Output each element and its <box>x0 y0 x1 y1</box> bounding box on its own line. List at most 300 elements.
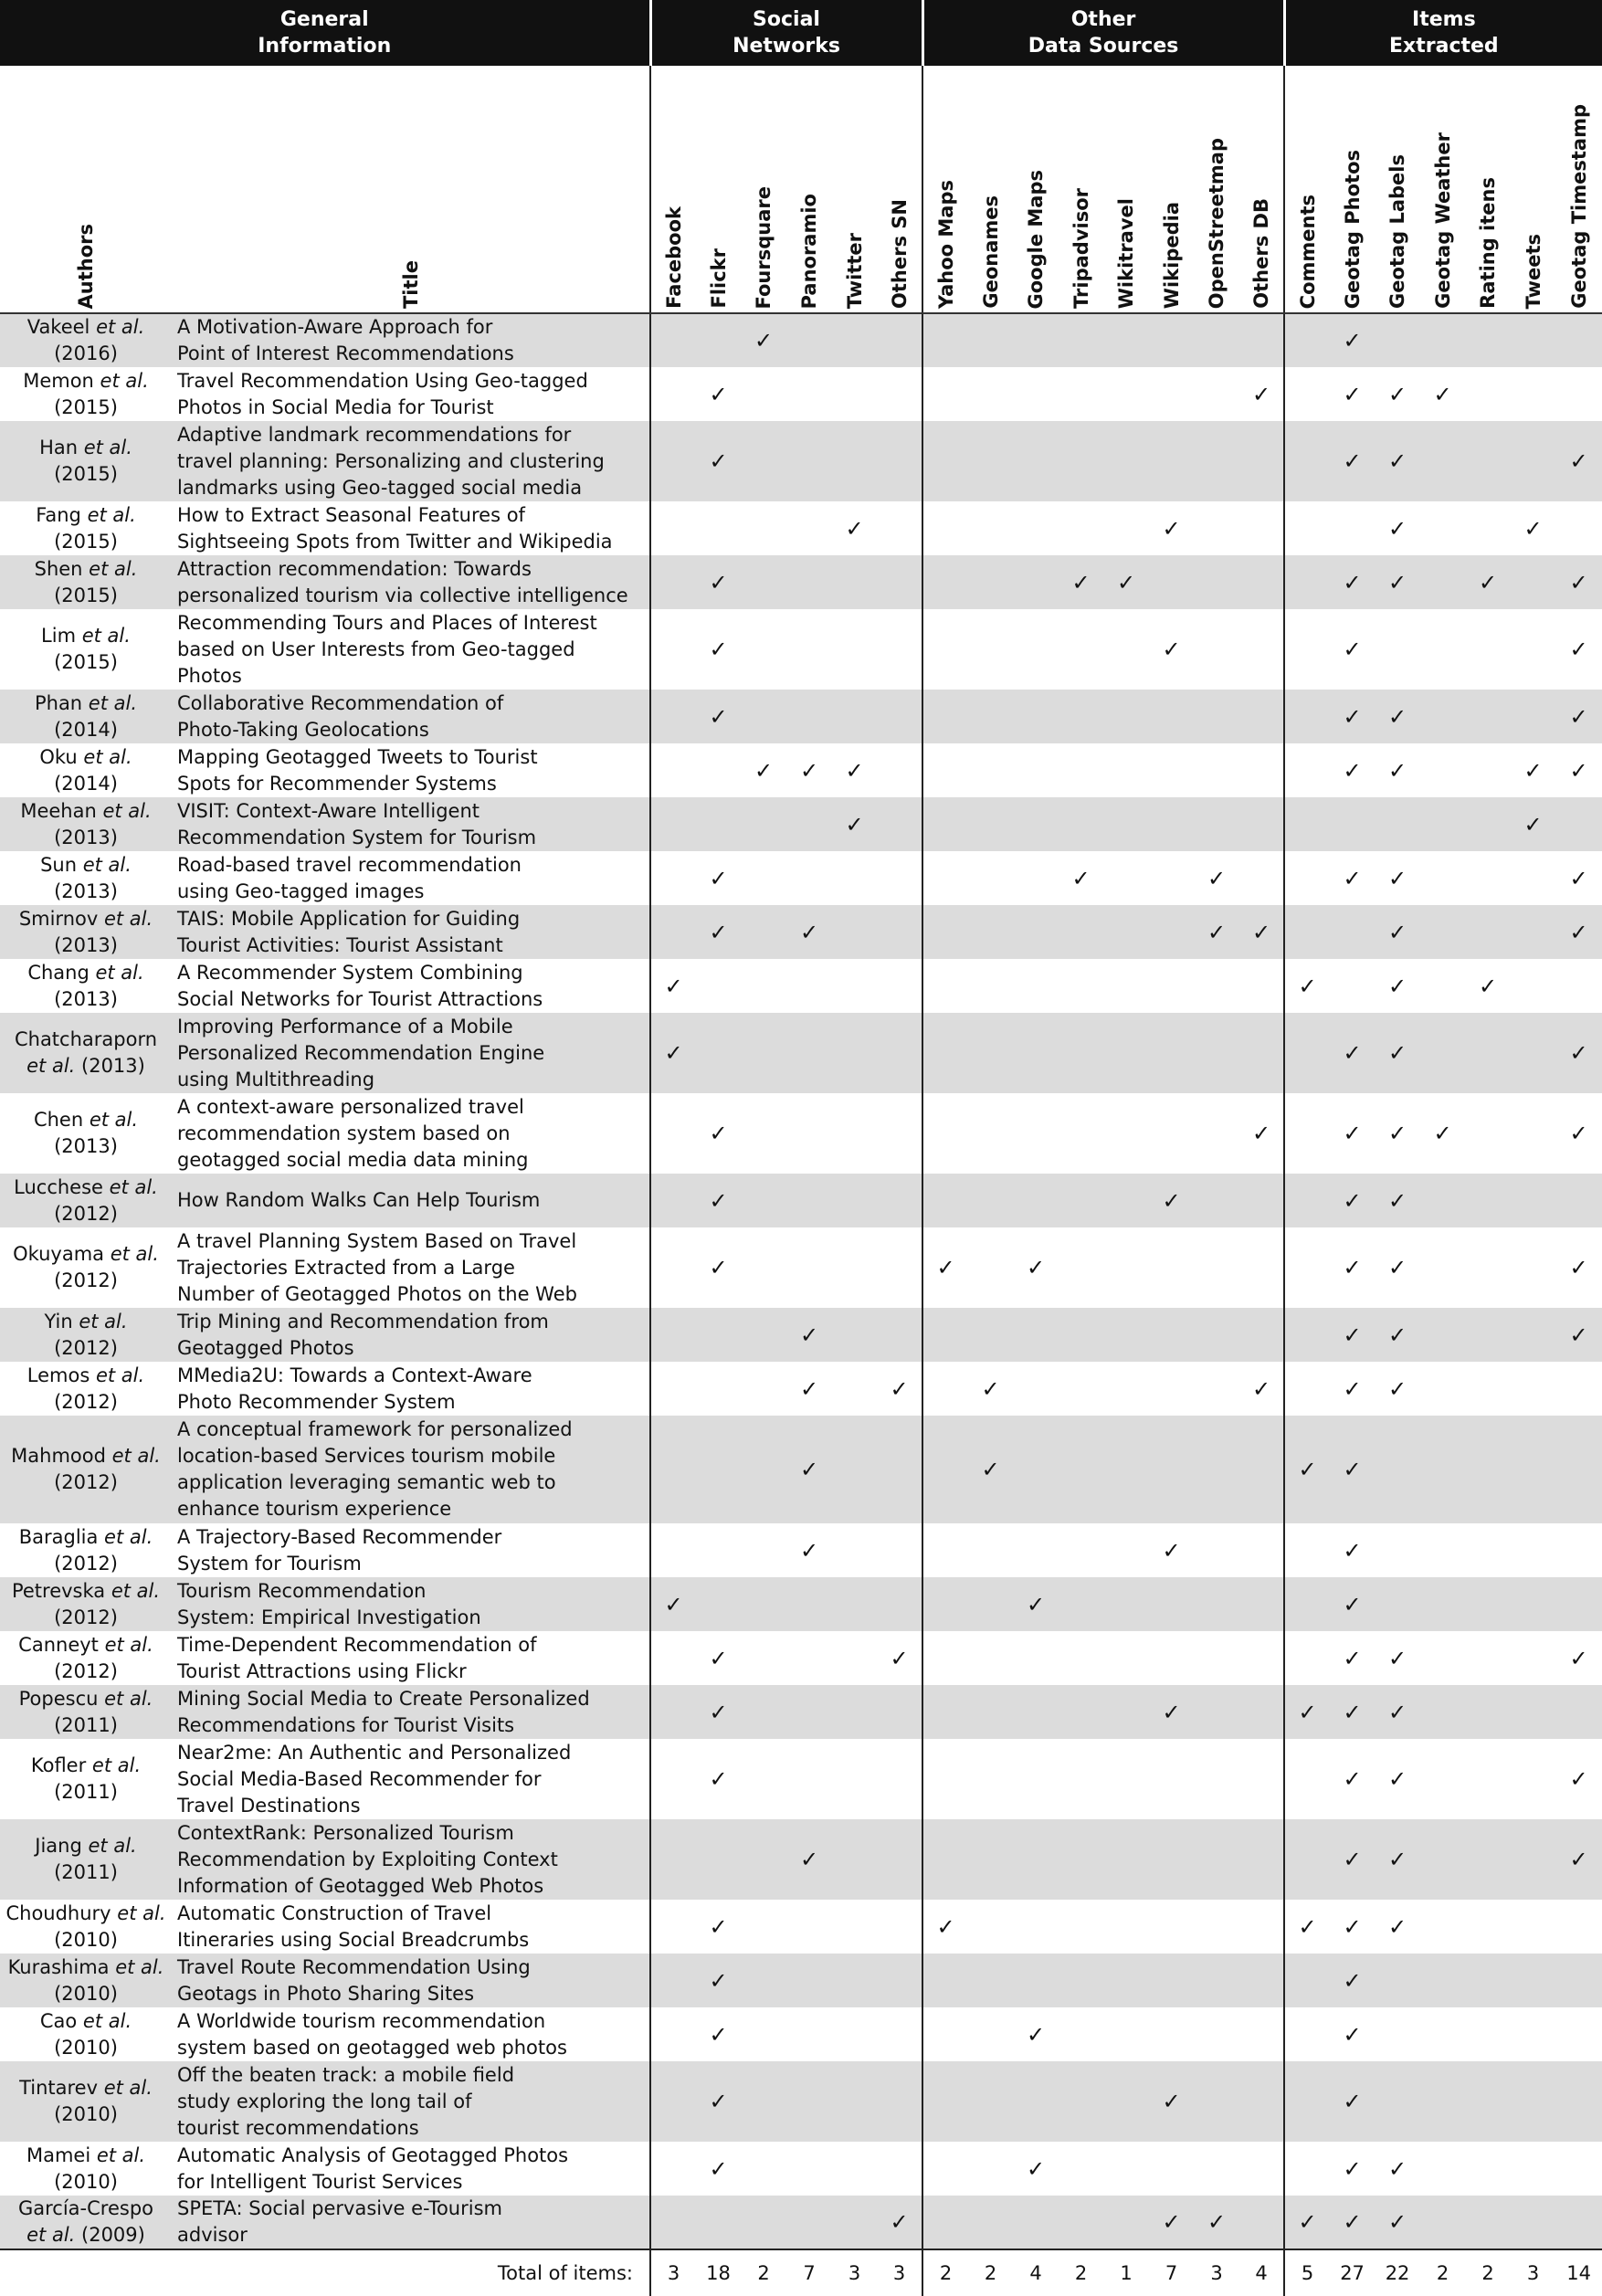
column-header-row <box>0 66 1602 313</box>
empty-cell <box>696 2196 741 2249</box>
author-name: Chen <box>33 1109 90 1131</box>
title-cell: SPETA: Social pervasive e-Tourism advisor <box>172 2196 650 2249</box>
empty-cell <box>1013 1685 1059 1739</box>
empty-cell <box>741 1523 786 1577</box>
empty-cell <box>922 1739 968 1819</box>
check-mark-icon: ✓ <box>1330 1308 1375 1362</box>
empty-cell <box>1013 959 1059 1013</box>
empty-cell <box>922 609 968 690</box>
empty-cell <box>1059 1308 1103 1362</box>
empty-cell <box>968 2061 1013 2142</box>
empty-cell <box>1284 905 1330 959</box>
empty-cell <box>786 1900 832 1954</box>
column-header-yahoo-maps: Yahoo Maps <box>922 66 968 313</box>
empty-cell <box>1511 1954 1555 2007</box>
empty-cell <box>877 959 922 1013</box>
empty-cell <box>1149 421 1194 501</box>
title-cell: Mining Social Media to Create Personalized Recommendations for Tourist Visits <box>172 1685 650 1739</box>
author-cell <box>0 797 172 851</box>
empty-cell <box>1103 421 1149 501</box>
empty-cell <box>1239 797 1284 851</box>
author-etal: et al. <box>111 1579 161 1602</box>
check-mark-icon: ✓ <box>1149 2196 1194 2249</box>
check-mark-icon: ✓ <box>1388 1255 1407 1280</box>
empty-cell <box>1420 421 1465 501</box>
empty-cell <box>877 367 922 421</box>
empty-cell <box>650 421 696 501</box>
column-header-openstreetmap: OpenStreetmap <box>1194 66 1239 313</box>
group-header-items-extracted: Items Extracted <box>1284 0 1602 66</box>
author-cell <box>0 1954 172 2007</box>
empty-cell <box>832 1416 877 1523</box>
total-value: 7 <box>786 2249 832 2296</box>
table-row <box>0 851 1602 905</box>
empty-cell <box>1511 1093 1555 1174</box>
check-mark-icon: ✓ <box>1330 2196 1375 2249</box>
check-mark-icon: ✓ <box>1388 757 1407 784</box>
empty-cell <box>1465 367 1511 421</box>
table-row <box>0 905 1602 959</box>
empty-cell <box>1420 2196 1465 2249</box>
check-mark-icon: ✓ <box>1330 1013 1375 1093</box>
empty-cell <box>1149 1362 1194 1416</box>
check-mark-icon: ✓ <box>799 757 819 784</box>
author-etal: et al. <box>110 1243 159 1265</box>
empty-cell <box>696 959 741 1013</box>
author-cell <box>0 501 172 555</box>
empty-cell <box>1059 1093 1103 1174</box>
total-value: 2 <box>1420 2249 1465 2296</box>
empty-cell <box>832 959 877 1013</box>
empty-cell <box>1059 1631 1103 1685</box>
table-row <box>0 1577 1602 1631</box>
empty-cell <box>786 1631 832 1685</box>
author-year: (2013) <box>54 879 118 902</box>
author-cell <box>0 1174 172 1227</box>
empty-cell <box>877 1013 922 1093</box>
author-name: Fang <box>36 503 88 526</box>
empty-cell <box>1149 1739 1194 1819</box>
title-cell: Attraction recommendation: Towards personalized tourism via collective intelligence <box>172 555 650 609</box>
empty-cell <box>1013 1631 1059 1685</box>
check-mark-icon: ✓ <box>1433 381 1452 407</box>
empty-cell <box>877 1739 922 1819</box>
empty-cell <box>968 797 1013 851</box>
check-mark-icon: ✓ <box>696 1954 741 2007</box>
check-mark-icon: ✓ <box>709 1121 728 1146</box>
empty-cell <box>741 555 786 609</box>
empty-cell <box>1239 1954 1284 2007</box>
author-etal: et al. <box>88 1835 137 1857</box>
empty-cell <box>1420 1900 1465 1954</box>
table-row <box>0 609 1602 690</box>
empty-cell <box>1239 313 1284 367</box>
author-cell <box>0 851 172 905</box>
empty-cell <box>741 1227 786 1308</box>
check-mark-icon: ✓ <box>709 2021 728 2048</box>
author-cell <box>0 1523 172 1577</box>
empty-cell <box>786 2061 832 2142</box>
check-mark-icon: ✓ <box>1388 1766 1407 1792</box>
author-year: (2015) <box>54 530 118 553</box>
table-row <box>0 1954 1602 2007</box>
empty-cell <box>1103 1174 1149 1227</box>
column-header-wikitravel: Wikitravel <box>1103 66 1149 313</box>
empty-cell <box>1103 2196 1149 2249</box>
empty-cell <box>968 1013 1013 1093</box>
empty-cell <box>877 851 922 905</box>
empty-cell <box>1239 851 1284 905</box>
empty-cell <box>1149 690 1194 743</box>
author-etal: et al. <box>117 1901 166 1924</box>
empty-cell <box>877 1093 922 1174</box>
group-header-social-networks: Social Networks <box>650 0 922 66</box>
empty-cell <box>650 1631 696 1685</box>
check-mark-icon: ✓ <box>1375 905 1420 959</box>
empty-cell <box>1239 421 1284 501</box>
empty-cell <box>741 1362 786 1416</box>
empty-cell <box>877 690 922 743</box>
check-mark-icon: ✓ <box>1375 1685 1420 1739</box>
author-etal: et al. <box>82 853 132 876</box>
empty-cell <box>1465 851 1511 905</box>
check-mark-icon: ✓ <box>1194 905 1239 959</box>
check-mark-icon: ✓ <box>1343 2155 1362 2182</box>
author-year: (2011) <box>54 1713 118 1736</box>
check-mark-icon: ✓ <box>709 1645 728 1671</box>
empty-cell <box>1059 2142 1103 2196</box>
empty-cell <box>1420 1631 1465 1685</box>
empty-cell <box>1194 1954 1239 2007</box>
empty-cell <box>877 1685 922 1739</box>
table-row <box>0 1227 1602 1308</box>
empty-cell <box>1194 1308 1239 1362</box>
author-etal: et al. <box>83 437 132 458</box>
empty-cell <box>1103 1819 1149 1900</box>
author-year: (2010) <box>54 2036 118 2059</box>
empty-cell <box>1239 2142 1284 2196</box>
author-etal: et al. <box>96 2143 146 2166</box>
author-cell <box>0 1577 172 1631</box>
empty-cell <box>1013 2061 1059 2142</box>
empty-cell <box>786 1739 832 1819</box>
author-cell <box>0 1308 172 1362</box>
empty-cell <box>786 1227 832 1308</box>
empty-cell <box>1555 2142 1602 2196</box>
group-header-other-data-sources: Other Data Sources <box>922 0 1284 66</box>
empty-cell <box>1059 609 1103 690</box>
empty-cell <box>1103 851 1149 905</box>
empty-cell <box>1103 1308 1149 1362</box>
author-name: Choudhury <box>5 1901 118 1924</box>
title-cell: Travel Recommendation Using Geo-tagged Photos in Social Media for Tourist <box>177 369 588 418</box>
author-year: (2012) <box>54 1471 118 1493</box>
check-mark-icon: ✓ <box>709 2155 728 2182</box>
empty-cell <box>650 2061 696 2142</box>
check-mark-icon: ✓ <box>1330 1174 1375 1227</box>
empty-cell <box>1284 501 1330 555</box>
empty-cell <box>1059 1577 1103 1631</box>
column-header-google-maps: Google Maps <box>1013 66 1059 313</box>
column-header-geonames: Geonames <box>968 66 1013 313</box>
empty-cell <box>1420 1362 1465 1416</box>
check-mark-icon: ✓ <box>1375 1174 1420 1227</box>
empty-cell <box>1239 1523 1284 1577</box>
check-mark-icon: ✓ <box>650 1577 696 1631</box>
empty-cell <box>696 1819 741 1900</box>
check-mark-icon: ✓ <box>1343 1537 1362 1564</box>
empty-cell <box>1013 851 1059 905</box>
column-header-title: Title <box>172 66 650 313</box>
empty-cell <box>922 797 968 851</box>
totals-label: Total of items: <box>0 2249 650 2296</box>
check-mark-icon: ✓ <box>1162 1537 1181 1564</box>
author-etal: et al. <box>26 1055 76 1077</box>
empty-cell <box>1103 905 1149 959</box>
empty-cell <box>1194 690 1239 743</box>
empty-cell <box>1555 1362 1602 1416</box>
empty-cell <box>832 2061 877 2142</box>
empty-cell <box>1284 851 1330 905</box>
empty-cell <box>922 851 968 905</box>
author-name: Okuyama <box>13 1243 111 1265</box>
table-row <box>0 797 1602 851</box>
empty-cell <box>832 2196 877 2249</box>
empty-cell <box>741 609 786 690</box>
empty-cell <box>1194 1013 1239 1093</box>
empty-cell <box>1013 905 1059 959</box>
table-row <box>0 1819 1602 1900</box>
empty-cell <box>1059 367 1103 421</box>
author-cell <box>0 1013 172 1093</box>
author-name: Tintarev <box>19 2077 104 2099</box>
empty-cell <box>1103 1416 1149 1523</box>
author-etal: et al. <box>104 1525 153 1548</box>
empty-cell <box>1013 1954 1059 2007</box>
author-year: (2015) <box>54 463 118 485</box>
author-cell <box>0 367 172 421</box>
empty-cell <box>877 743 922 797</box>
check-mark-icon: ✓ <box>1343 865 1362 891</box>
empty-cell <box>1013 797 1059 851</box>
empty-cell <box>1330 797 1375 851</box>
empty-cell <box>1420 905 1465 959</box>
check-mark-icon: ✓ <box>1059 555 1103 609</box>
author-name: Petrevska <box>11 1579 111 1602</box>
author-cell <box>0 1416 172 1523</box>
empty-cell <box>786 690 832 743</box>
empty-cell <box>1465 1819 1511 1900</box>
author-year: (2012) <box>54 1202 118 1225</box>
check-mark-icon: ✓ <box>1569 637 1588 662</box>
empty-cell <box>1013 1523 1059 1577</box>
empty-cell <box>696 1416 741 1523</box>
author-year: (2013) <box>54 933 118 956</box>
author-etal: et al. <box>104 1687 153 1710</box>
empty-cell <box>968 1739 1013 1819</box>
table-row <box>0 555 1602 609</box>
table-row <box>0 367 1602 421</box>
check-mark-icon: ✓ <box>1194 2196 1239 2249</box>
check-mark-icon: ✓ <box>1149 2061 1194 2142</box>
empty-cell <box>1555 2061 1602 2142</box>
check-mark-icon: ✓ <box>981 1375 1000 1402</box>
check-mark-icon: ✓ <box>1207 865 1227 891</box>
empty-cell <box>741 1954 786 2007</box>
empty-cell <box>832 2142 877 2196</box>
check-mark-icon: ✓ <box>1375 690 1420 743</box>
empty-cell <box>1511 1631 1555 1685</box>
group-header-general: General Information <box>0 0 650 66</box>
title-cell: A travel Planning System Based on Travel Trajectories Extracted from a Large Number of Geotagged Photos on the Web <box>177 1229 577 1305</box>
check-mark-icon: ✓ <box>786 1308 832 1362</box>
empty-cell <box>1149 1227 1194 1308</box>
empty-cell <box>1375 1954 1420 2007</box>
empty-cell <box>1375 313 1420 367</box>
author-year: (2013) <box>54 1135 118 1157</box>
author-name: Smirnov <box>18 907 104 930</box>
check-mark-icon: ✓ <box>1388 1375 1407 1402</box>
author-cell <box>0 959 172 1013</box>
author-name: Kofler <box>30 1754 92 1776</box>
empty-cell <box>1284 2142 1330 2196</box>
check-mark-icon: ✓ <box>650 959 696 1013</box>
empty-cell <box>1511 1819 1555 1900</box>
empty-cell <box>922 2061 968 2142</box>
empty-cell <box>1511 1174 1555 1227</box>
empty-cell <box>1149 1900 1194 1954</box>
author-year: (2014) <box>54 718 118 741</box>
empty-cell <box>1330 501 1375 555</box>
empty-cell <box>696 1362 741 1416</box>
empty-cell <box>877 1416 922 1523</box>
empty-cell <box>1511 313 1555 367</box>
empty-cell <box>1375 797 1420 851</box>
check-mark-icon: ✓ <box>1162 515 1181 542</box>
check-mark-icon: ✓ <box>1162 637 1181 662</box>
check-mark-icon: ✓ <box>1343 2021 1362 2048</box>
author-cell <box>0 2196 172 2249</box>
empty-cell <box>1420 1523 1465 1577</box>
empty-cell <box>877 797 922 851</box>
check-mark-icon: ✓ <box>1330 1954 1375 2007</box>
empty-cell <box>786 1954 832 2007</box>
author-etal: et al. <box>103 907 153 930</box>
empty-cell <box>1465 609 1511 690</box>
empty-cell <box>786 555 832 609</box>
check-mark-icon: ✓ <box>1026 2021 1046 2048</box>
check-mark-icon: ✓ <box>1103 555 1149 609</box>
total-value: 27 <box>1330 2249 1375 2296</box>
empty-cell <box>1465 1013 1511 1093</box>
empty-cell <box>1103 501 1149 555</box>
empty-cell <box>1194 421 1239 501</box>
empty-cell <box>832 1523 877 1577</box>
empty-cell <box>1013 1900 1059 1954</box>
empty-cell <box>922 501 968 555</box>
empty-cell <box>1059 1954 1103 2007</box>
check-mark-icon: ✓ <box>1330 690 1375 743</box>
author-etal: et al. <box>95 961 144 984</box>
check-mark-icon: ✓ <box>1330 1416 1375 1523</box>
check-mark-icon: ✓ <box>1388 865 1407 891</box>
check-mark-icon: ✓ <box>1343 757 1362 784</box>
empty-cell <box>1149 905 1194 959</box>
title-cell: A Trajectory-Based Recommender System for Tourism <box>177 1525 502 1575</box>
empty-cell <box>1103 1013 1149 1093</box>
title-cell: VISIT: Context-Aware Intelligent Recommendation System for Tourism <box>172 797 650 851</box>
empty-cell <box>1555 367 1602 421</box>
empty-cell <box>1555 1577 1602 1631</box>
empty-cell <box>1103 2007 1149 2061</box>
author-year: (2012) <box>54 1552 118 1575</box>
empty-cell <box>968 690 1013 743</box>
empty-cell <box>1511 2007 1555 2061</box>
total-value: 2 <box>968 2249 1013 2296</box>
table-row <box>0 2142 1602 2196</box>
check-mark-icon: ✓ <box>696 421 741 501</box>
empty-cell <box>1465 2007 1511 2061</box>
empty-cell <box>1059 905 1103 959</box>
empty-cell <box>1284 1577 1330 1631</box>
empty-cell <box>696 1523 741 1577</box>
total-value: 3 <box>650 2249 696 2296</box>
empty-cell <box>1330 959 1375 1013</box>
empty-cell <box>696 743 741 797</box>
empty-cell <box>1149 1819 1194 1900</box>
table-row <box>0 313 1602 367</box>
check-mark-icon: ✓ <box>845 757 864 784</box>
empty-cell <box>1465 313 1511 367</box>
empty-cell <box>1194 1227 1239 1308</box>
empty-cell <box>1194 1093 1239 1174</box>
empty-cell <box>1375 2061 1420 2142</box>
total-value: 3 <box>877 2249 922 2296</box>
empty-cell <box>922 1174 968 1227</box>
empty-cell <box>1149 555 1194 609</box>
empty-cell <box>1149 1954 1194 2007</box>
empty-cell <box>1420 1577 1465 1631</box>
empty-cell <box>1555 2007 1602 2061</box>
empty-cell <box>1420 1013 1465 1093</box>
check-mark-icon: ✓ <box>1479 973 1498 999</box>
empty-cell <box>786 313 832 367</box>
empty-cell <box>741 501 786 555</box>
empty-cell <box>786 2196 832 2249</box>
author-year: (2010) <box>54 1928 118 1951</box>
empty-cell <box>1013 1416 1059 1523</box>
column-header-tripadvisor: Tripadvisor <box>1059 66 1103 313</box>
empty-cell <box>1284 2061 1330 2142</box>
empty-cell <box>650 1819 696 1900</box>
author-name: Lemos <box>26 1364 96 1386</box>
empty-cell <box>832 1577 877 1631</box>
check-mark-icon: ✓ <box>1149 1685 1194 1739</box>
empty-cell <box>650 690 696 743</box>
total-value: 3 <box>832 2249 877 2296</box>
empty-cell <box>650 851 696 905</box>
table-row <box>0 2007 1602 2061</box>
column-header-panoramio: Panoramio <box>786 66 832 313</box>
empty-cell <box>1194 1523 1239 1577</box>
check-mark-icon: ✓ <box>1343 1255 1362 1280</box>
total-value: 2 <box>1059 2249 1103 2296</box>
empty-cell <box>1239 1685 1284 1739</box>
check-mark-icon: ✓ <box>1330 2061 1375 2142</box>
empty-cell <box>832 1900 877 1954</box>
empty-cell <box>1375 1577 1420 1631</box>
empty-cell <box>786 501 832 555</box>
